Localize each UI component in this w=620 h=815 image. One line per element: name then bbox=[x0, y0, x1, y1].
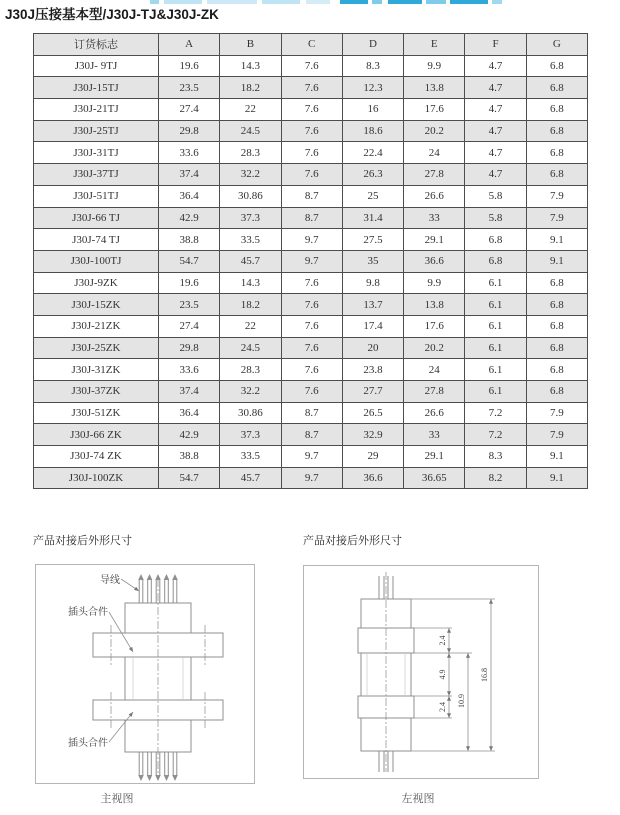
value-cell: 29.1 bbox=[404, 446, 465, 468]
table-row bbox=[34, 294, 588, 316]
value-cell: 22 bbox=[220, 315, 281, 337]
value-cell: 9.7 bbox=[281, 229, 342, 251]
value-cell: 7.2 bbox=[465, 402, 526, 424]
value-cell: 9.1 bbox=[526, 446, 587, 468]
side-view-drawing bbox=[304, 566, 538, 778]
value-cell: 7.9 bbox=[526, 424, 587, 446]
table-row bbox=[34, 207, 588, 229]
value-cell: 29.8 bbox=[159, 337, 220, 359]
value-cell: 29.1 bbox=[404, 229, 465, 251]
value-cell: 6.8 bbox=[465, 229, 526, 251]
value-cell: 54.7 bbox=[159, 467, 220, 489]
value-cell: 33 bbox=[404, 424, 465, 446]
value-cell: 5.8 bbox=[465, 207, 526, 229]
value-cell: 19.6 bbox=[159, 272, 220, 294]
value-cell: 6.1 bbox=[465, 337, 526, 359]
front-view-caption: 主视图 bbox=[100, 793, 134, 805]
value-cell: 24 bbox=[404, 359, 465, 381]
value-cell: 22 bbox=[220, 99, 281, 121]
value-cell: 22.4 bbox=[342, 142, 403, 164]
row-label-cell: J30J-9ZK bbox=[34, 272, 159, 294]
value-cell: 8.3 bbox=[465, 446, 526, 468]
value-cell: 33.6 bbox=[159, 359, 220, 381]
section-title-side-view: 产品对接后外形尺寸 bbox=[303, 535, 402, 547]
front-view-figure bbox=[35, 564, 255, 784]
value-cell: 4.7 bbox=[465, 55, 526, 77]
value-cell: 7.6 bbox=[281, 55, 342, 77]
value-cell: 13.7 bbox=[342, 294, 403, 316]
value-cell: 7.6 bbox=[281, 381, 342, 403]
value-cell: 6.1 bbox=[465, 315, 526, 337]
value-cell: 28.3 bbox=[220, 359, 281, 381]
value-cell: 54.7 bbox=[159, 250, 220, 272]
table-row bbox=[34, 446, 588, 468]
table-body bbox=[34, 55, 588, 489]
row-label-cell: J30J-25TJ bbox=[34, 120, 159, 142]
row-label-cell: J30J-15ZK bbox=[34, 294, 159, 316]
value-cell: 36.4 bbox=[159, 402, 220, 424]
row-label-cell: J30J-66 ZK bbox=[34, 424, 159, 446]
dim-upper-flange: 2.4 bbox=[438, 635, 447, 646]
value-cell: 6.8 bbox=[526, 272, 587, 294]
value-cell: 37.4 bbox=[159, 381, 220, 403]
row-label-cell: J30J-74 TJ bbox=[34, 229, 159, 251]
value-cell: 27.4 bbox=[159, 315, 220, 337]
wire-label: 导线 bbox=[100, 575, 120, 586]
value-cell: 9.7 bbox=[281, 250, 342, 272]
value-cell: 7.6 bbox=[281, 359, 342, 381]
row-label-cell: J30J-15TJ bbox=[34, 77, 159, 99]
value-cell: 20.2 bbox=[404, 120, 465, 142]
row-label-cell: J30J-31TJ bbox=[34, 142, 159, 164]
value-cell: 9.8 bbox=[342, 272, 403, 294]
value-cell: 17.4 bbox=[342, 315, 403, 337]
table-row bbox=[34, 467, 588, 489]
value-cell: 32.2 bbox=[220, 164, 281, 186]
value-cell: 8.7 bbox=[281, 402, 342, 424]
row-label-cell: J30J-21TJ bbox=[34, 99, 159, 121]
table-row bbox=[34, 229, 588, 251]
value-cell: 6.8 bbox=[526, 337, 587, 359]
value-cell: 27.8 bbox=[404, 164, 465, 186]
dim-middle-gap: 4.9 bbox=[438, 669, 447, 680]
value-cell: 23.8 bbox=[342, 359, 403, 381]
value-cell: 24.5 bbox=[220, 337, 281, 359]
value-cell: 7.6 bbox=[281, 315, 342, 337]
col-header: F bbox=[465, 34, 526, 56]
value-cell: 14.3 bbox=[220, 272, 281, 294]
value-cell: 18.6 bbox=[342, 120, 403, 142]
value-cell: 6.8 bbox=[526, 55, 587, 77]
row-label-cell: J30J-66 TJ bbox=[34, 207, 159, 229]
page-title: J30J压接基本型/J30J-TJ&J30J-ZK bbox=[5, 7, 219, 22]
value-cell: 7.6 bbox=[281, 337, 342, 359]
value-cell: 8.3 bbox=[342, 55, 403, 77]
value-cell: 26.6 bbox=[404, 185, 465, 207]
row-label-cell: J30J-51TJ bbox=[34, 185, 159, 207]
spec-table bbox=[33, 33, 588, 489]
table-row bbox=[34, 381, 588, 403]
dim-overall: 16.8 bbox=[480, 668, 489, 682]
value-cell: 38.8 bbox=[159, 229, 220, 251]
value-cell: 30.86 bbox=[220, 185, 281, 207]
col-header: B bbox=[220, 34, 281, 56]
value-cell: 14.3 bbox=[220, 55, 281, 77]
value-cell: 9.9 bbox=[404, 272, 465, 294]
row-label-cell: J30J- 9TJ bbox=[34, 55, 159, 77]
value-cell: 8.7 bbox=[281, 424, 342, 446]
value-cell: 7.6 bbox=[281, 142, 342, 164]
table-row bbox=[34, 164, 588, 186]
col-header: A bbox=[159, 34, 220, 56]
row-label-cell: J30J-74 ZK bbox=[34, 446, 159, 468]
table-row bbox=[34, 55, 588, 77]
value-cell: 8.2 bbox=[465, 467, 526, 489]
value-cell: 20.2 bbox=[404, 337, 465, 359]
table-row bbox=[34, 185, 588, 207]
value-cell: 26.5 bbox=[342, 402, 403, 424]
value-cell: 20 bbox=[342, 337, 403, 359]
side-view-figure bbox=[303, 565, 539, 779]
value-cell: 18.2 bbox=[220, 77, 281, 99]
value-cell: 6.1 bbox=[465, 272, 526, 294]
value-cell: 23.5 bbox=[159, 294, 220, 316]
value-cell: 37.3 bbox=[220, 207, 281, 229]
value-cell: 27.8 bbox=[404, 381, 465, 403]
lower-assembly-label: 插头合件 bbox=[68, 738, 108, 749]
value-cell: 9.7 bbox=[281, 446, 342, 468]
value-cell: 6.1 bbox=[465, 294, 526, 316]
value-cell: 12.3 bbox=[342, 77, 403, 99]
value-cell: 28.3 bbox=[220, 142, 281, 164]
front-view-drawing bbox=[36, 565, 254, 783]
value-cell: 9.1 bbox=[526, 229, 587, 251]
value-cell: 37.4 bbox=[159, 164, 220, 186]
col-header: C bbox=[281, 34, 342, 56]
value-cell: 26.3 bbox=[342, 164, 403, 186]
value-cell: 36.6 bbox=[404, 250, 465, 272]
value-cell: 6.8 bbox=[526, 164, 587, 186]
value-cell: 13.8 bbox=[404, 77, 465, 99]
table-row bbox=[34, 99, 588, 121]
row-label-cell: J30J-25ZK bbox=[34, 337, 159, 359]
value-cell: 6.1 bbox=[465, 381, 526, 403]
value-cell: 33 bbox=[404, 207, 465, 229]
value-cell: 32.2 bbox=[220, 381, 281, 403]
col-header: D bbox=[342, 34, 403, 56]
value-cell: 37.3 bbox=[220, 424, 281, 446]
value-cell: 27.7 bbox=[342, 381, 403, 403]
value-cell: 6.8 bbox=[526, 359, 587, 381]
table-row bbox=[34, 402, 588, 424]
value-cell: 7.9 bbox=[526, 185, 587, 207]
value-cell: 18.2 bbox=[220, 294, 281, 316]
value-cell: 29.8 bbox=[159, 120, 220, 142]
value-cell: 24.5 bbox=[220, 120, 281, 142]
table-row bbox=[34, 250, 588, 272]
table-row bbox=[34, 120, 588, 142]
dim-flange-to-end: 10.9 bbox=[457, 694, 466, 708]
row-label-cell: J30J-37ZK bbox=[34, 381, 159, 403]
value-cell: 4.7 bbox=[465, 77, 526, 99]
value-cell: 42.9 bbox=[159, 207, 220, 229]
value-cell: 19.6 bbox=[159, 55, 220, 77]
table-row bbox=[34, 315, 588, 337]
value-cell: 7.9 bbox=[526, 402, 587, 424]
section-title-front-view: 产品对接后外形尺寸 bbox=[33, 535, 132, 547]
value-cell: 30.86 bbox=[220, 402, 281, 424]
row-label-cell: J30J-37TJ bbox=[34, 164, 159, 186]
value-cell: 8.7 bbox=[281, 207, 342, 229]
value-cell: 33.6 bbox=[159, 142, 220, 164]
value-cell: 25 bbox=[342, 185, 403, 207]
table-row bbox=[34, 77, 588, 99]
value-cell: 27.4 bbox=[159, 99, 220, 121]
row-label-cell: J30J-51ZK bbox=[34, 402, 159, 424]
value-cell: 31.4 bbox=[342, 207, 403, 229]
value-cell: 32.9 bbox=[342, 424, 403, 446]
value-cell: 33.5 bbox=[220, 229, 281, 251]
value-cell: 8.7 bbox=[281, 185, 342, 207]
value-cell: 6.8 bbox=[526, 315, 587, 337]
value-cell: 36.65 bbox=[404, 467, 465, 489]
value-cell: 36.6 bbox=[342, 467, 403, 489]
value-cell: 6.8 bbox=[526, 120, 587, 142]
value-cell: 9.7 bbox=[281, 467, 342, 489]
value-cell: 6.8 bbox=[526, 77, 587, 99]
value-cell: 6.1 bbox=[465, 359, 526, 381]
value-cell: 23.5 bbox=[159, 77, 220, 99]
value-cell: 45.7 bbox=[220, 250, 281, 272]
value-cell: 42.9 bbox=[159, 424, 220, 446]
value-cell: 27.5 bbox=[342, 229, 403, 251]
value-cell: 6.8 bbox=[526, 381, 587, 403]
value-cell: 13.8 bbox=[404, 294, 465, 316]
value-cell: 24 bbox=[404, 142, 465, 164]
value-cell: 7.6 bbox=[281, 120, 342, 142]
value-cell: 38.8 bbox=[159, 446, 220, 468]
value-cell: 29 bbox=[342, 446, 403, 468]
value-cell: 4.7 bbox=[465, 164, 526, 186]
col-header: G bbox=[526, 34, 587, 56]
value-cell: 17.6 bbox=[404, 315, 465, 337]
value-cell: 7.6 bbox=[281, 77, 342, 99]
value-cell: 7.2 bbox=[465, 424, 526, 446]
value-cell: 5.8 bbox=[465, 185, 526, 207]
table-row bbox=[34, 359, 588, 381]
value-cell: 7.6 bbox=[281, 99, 342, 121]
value-cell: 4.7 bbox=[465, 99, 526, 121]
value-cell: 17.6 bbox=[404, 99, 465, 121]
row-label-cell: J30J-21ZK bbox=[34, 315, 159, 337]
value-cell: 7.6 bbox=[281, 272, 342, 294]
row-label-cell: J30J-100ZK bbox=[34, 467, 159, 489]
value-cell: 9.9 bbox=[404, 55, 465, 77]
value-cell: 6.8 bbox=[526, 99, 587, 121]
value-cell: 7.9 bbox=[526, 207, 587, 229]
value-cell: 16 bbox=[342, 99, 403, 121]
value-cell: 45.7 bbox=[220, 467, 281, 489]
table-row bbox=[34, 142, 588, 164]
value-cell: 4.7 bbox=[465, 142, 526, 164]
table-header-row bbox=[34, 34, 588, 56]
table-row bbox=[34, 337, 588, 359]
upper-assembly-label: 插头合件 bbox=[68, 607, 108, 618]
value-cell: 36.4 bbox=[159, 185, 220, 207]
col-header-label: 订货标志 bbox=[34, 34, 159, 56]
value-cell: 9.1 bbox=[526, 250, 587, 272]
table-row bbox=[34, 424, 588, 446]
value-cell: 7.6 bbox=[281, 164, 342, 186]
value-cell: 7.6 bbox=[281, 294, 342, 316]
value-cell: 6.8 bbox=[526, 294, 587, 316]
row-label-cell: J30J-100TJ bbox=[34, 250, 159, 272]
value-cell: 6.8 bbox=[465, 250, 526, 272]
row-label-cell: J30J-31ZK bbox=[34, 359, 159, 381]
value-cell: 33.5 bbox=[220, 446, 281, 468]
col-header: E bbox=[404, 34, 465, 56]
value-cell: 4.7 bbox=[465, 120, 526, 142]
value-cell: 6.8 bbox=[526, 142, 587, 164]
dim-lower-flange: 2.4 bbox=[438, 702, 447, 712]
value-cell: 35 bbox=[342, 250, 403, 272]
value-cell: 9.1 bbox=[526, 467, 587, 489]
table-row bbox=[34, 272, 588, 294]
side-view-caption: 左视图 bbox=[401, 793, 435, 805]
value-cell: 26.6 bbox=[404, 402, 465, 424]
